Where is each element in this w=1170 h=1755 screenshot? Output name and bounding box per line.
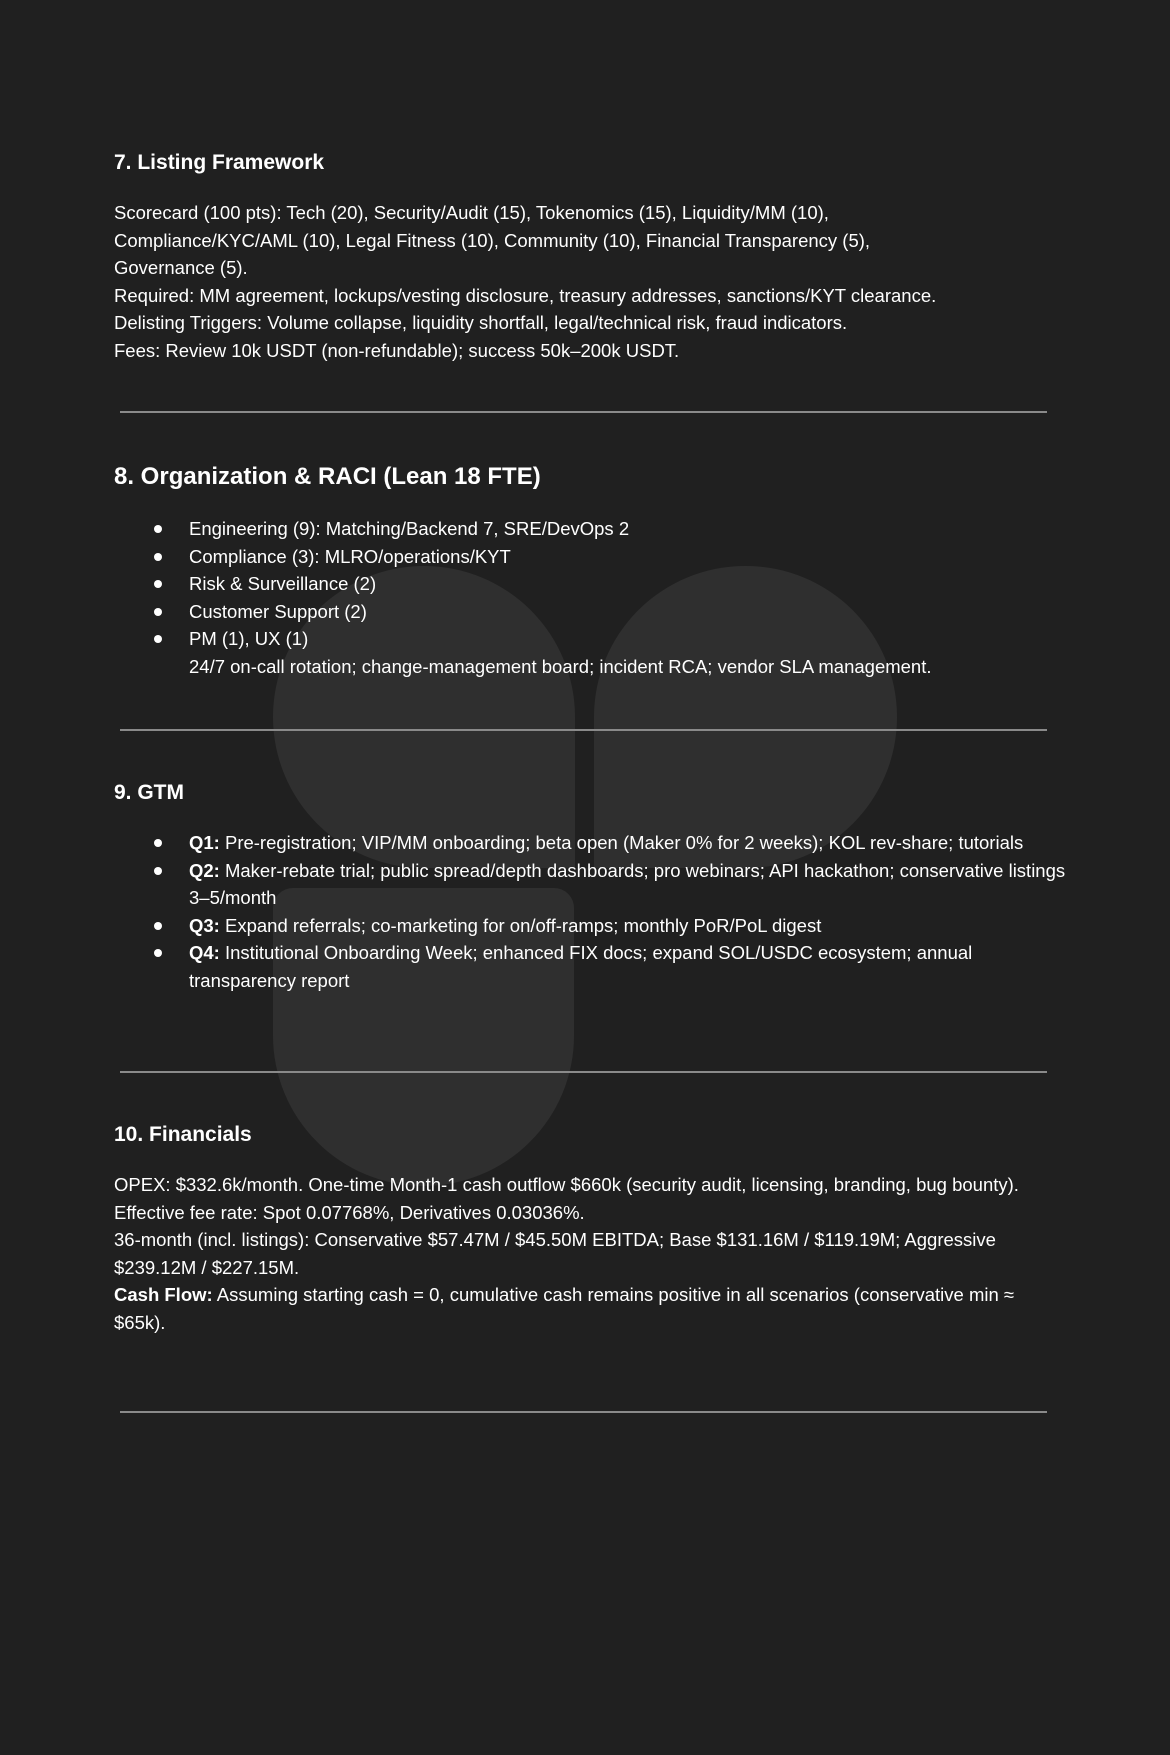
list-item-q3: Q3: Expand referrals; co-marketing for on/off-ramps; monthly PoR/PoL digest <box>114 912 1074 940</box>
section-organization <box>114 462 1054 680</box>
list-item-q1: Q1: Pre-registration; VIP/MM onboarding; beta open (Maker 0% for 2 weeks); KOL rev-share; tutorials <box>114 829 1074 857</box>
bullet-icon <box>154 608 162 616</box>
section-financials <box>114 1121 1064 1336</box>
section-divider <box>120 1071 1047 1073</box>
bullet-icon <box>154 635 162 643</box>
organization-list <box>114 515 1054 680</box>
section-title: 8. Organization & RACI (Lean 18 FTE) <box>114 463 541 490</box>
listing-line: Delisting Triggers: Volume collapse, liquidity shortfall, legal/technical risk, fraud indicators. <box>114 312 848 333</box>
bullet-icon <box>154 553 162 561</box>
gtm-list <box>114 829 1074 994</box>
section-listing-framework <box>114 149 1054 364</box>
list-item-q2: Q2: Maker-rebate trial; public spread/depth dashboards; pro webinars; API hackathon; conservative listings 3–5/month <box>114 857 1074 912</box>
listing-line: Scorecard (100 pts): Tech (20), Security/Audit (15), Tokenomics (15), Liquidity/MM (10), <box>114 202 829 223</box>
section-divider <box>120 1411 1047 1413</box>
bullet-icon <box>154 839 162 847</box>
list-item-q4: Q4: Institutional Onboarding Week; enhanced FIX docs; expand SOL/USDC ecosystem; annual transparency report <box>114 939 1074 994</box>
organization-note: 24/7 on-call rotation; change-management board; incident RCA; vendor SLA management. <box>189 655 932 677</box>
bullet-icon <box>154 580 162 588</box>
bullet-icon <box>154 525 162 533</box>
projection-text: 36-month (incl. listings): Conservative $57.47M / $45.50M EBITDA; Base $131.16M / $119.19M; Aggressive $239.12M / $227.15M. <box>114 1229 996 1278</box>
section-title: 10. Financials <box>114 1123 252 1146</box>
section-divider <box>120 729 1047 731</box>
cash-flow-text: Cash Flow: Assuming starting cash = 0, cumulative cash remains positive in all scenarios (conservative min ≈ $65k). <box>114 1284 1015 1333</box>
opex-text: OPEX: $332.6k/month. One-time Month-1 cash outflow $660k (security audit, licensing, branding, bug bounty). <box>114 1174 1019 1195</box>
listing-line: Governance (5). <box>114 257 248 278</box>
bullet-icon <box>154 867 162 875</box>
list-item: PM (1), UX (1) 24/7 on-call rotation; change-management board; incident RCA; vendor SLA management. <box>114 625 1054 680</box>
listing-line: Fees: Review 10k USDT (non-refundable); success 50k–200k USDT. <box>114 339 680 361</box>
list-item: Compliance (3): MLRO/operations/KYT <box>114 543 1054 571</box>
section-gtm <box>114 779 1066 994</box>
bullet-icon <box>154 949 162 957</box>
section-title: 9. GTM <box>114 781 185 804</box>
list-item: Engineering (9): Matching/Backend 7, SRE/DevOps 2 <box>114 515 1054 543</box>
section-divider <box>120 411 1047 413</box>
cash-flow-label: Cash Flow: <box>114 1284 213 1305</box>
listing-line: Compliance/KYC/AML (10), Legal Fitness (10), Community (10), Financial Transparency (5), <box>114 229 871 251</box>
fee-rate-text: Effective fee rate: Spot 0.07768%, Derivatives 0.03036%. <box>114 1201 585 1223</box>
listing-line: Required: MM agreement, lockups/vesting disclosure, treasury addresses, sanctions/KYT clearance. <box>114 284 937 306</box>
list-item: Risk & Surveillance (2) <box>114 570 1054 598</box>
section-title: 7. Listing Framework <box>114 151 325 174</box>
list-item: Customer Support (2) <box>114 598 1054 626</box>
bullet-icon <box>154 922 162 930</box>
